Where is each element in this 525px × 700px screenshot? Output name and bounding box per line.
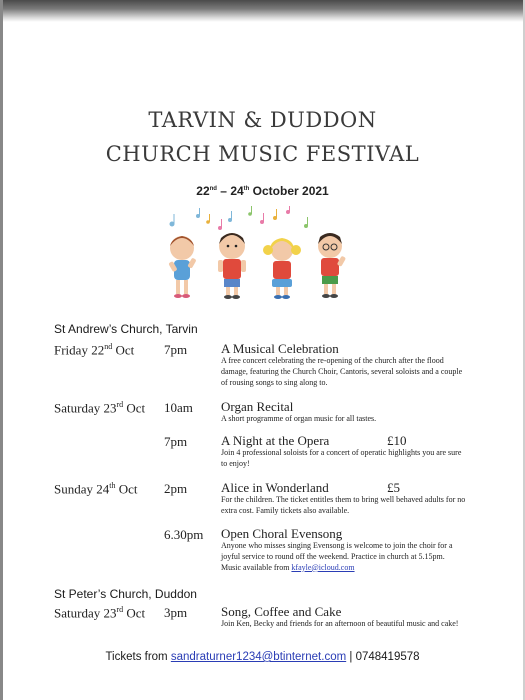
event-6-title: Song, Coffee and Cake xyxy=(221,604,342,619)
event-1-day xyxy=(54,342,134,358)
singing-children-illustration-icon xyxy=(160,206,365,306)
event-3-description: Join 4 professional soloists for a concert of operatic highlights you are sure to enjoy! xyxy=(221,448,462,468)
dates-end-suffix: th xyxy=(243,186,250,192)
event-2-day xyxy=(54,400,145,416)
child-2 xyxy=(218,233,246,299)
event-4-day xyxy=(54,481,138,497)
dates-start-day: 22 xyxy=(196,184,210,198)
venue-heading-duddon: St Peter’s Church, Duddon xyxy=(54,587,197,601)
event-3-price: £10 xyxy=(387,433,407,448)
dates-start-suffix: nd xyxy=(209,186,217,192)
scan-left-edge xyxy=(0,0,3,700)
event-6-description: Join Ken, Becky and friends for an afternoon of beautiful music and cake! xyxy=(221,619,459,628)
event-1-description: A free concert celebrating the re-opening of the church after the flood damage, featuring the Church Choir, Cantoris, several soloists and a couple of rousing songs to sing along to. xyxy=(221,356,463,387)
event-4-description: For the children. The ticket entitles them to bring well behaved adults for no extra cost. Family tickets also available. xyxy=(221,495,466,515)
event-2-time: 10am xyxy=(164,400,193,415)
event-1-day-text: Friday 22 xyxy=(54,342,105,358)
event-1-title: A Musical Celebration xyxy=(221,341,339,356)
event-6-time: 3pm xyxy=(164,605,188,620)
event-2-description: A short programme of organ music for all tastes. xyxy=(221,414,377,423)
event-1-day-suffix: nd xyxy=(104,342,113,351)
dates-rest: October 2021 xyxy=(249,184,329,198)
event-5-description xyxy=(221,541,466,573)
festival-title-line1: TARVIN & DUDDON xyxy=(148,108,377,132)
event-4-time: 2pm xyxy=(164,481,188,496)
scan-top-shadow xyxy=(0,0,525,22)
event-1-day-rest: Oct xyxy=(112,342,135,358)
event-5-email-link[interactable]: kfayle@icloud.com xyxy=(291,562,355,572)
dates-separator: – xyxy=(216,184,231,198)
tickets-line xyxy=(0,651,525,663)
tickets-email-link[interactable]: sandraturner1234@btinternet.com xyxy=(170,651,347,663)
tickets-phone: 0748419578 xyxy=(355,651,420,663)
child-3 xyxy=(263,238,301,299)
venue-heading-tarvin: St Andrew’s Church, Tarvin xyxy=(54,322,198,336)
tickets-prefix: Tickets from xyxy=(105,651,171,663)
event-6-day-text: Saturday 23 xyxy=(54,605,117,621)
event-2-day-suffix: rd xyxy=(116,400,124,409)
event-1-time: 7pm xyxy=(164,342,188,357)
event-6-day-suffix: rd xyxy=(116,605,124,614)
event-6-day xyxy=(54,605,145,621)
child-4 xyxy=(318,233,346,298)
event-2-day-rest: Oct xyxy=(123,400,146,416)
music-notes-icon xyxy=(170,208,233,227)
tickets-separator: | xyxy=(346,651,356,663)
festival-dates xyxy=(0,184,525,198)
event-5-time: 6.30pm xyxy=(164,527,204,542)
event-4-day-rest: Oct xyxy=(115,481,138,497)
event-4-price: £5 xyxy=(387,480,400,495)
festival-title-line2: CHURCH MUSIC FESTIVAL xyxy=(105,142,420,166)
event-4-day-text: Sunday 24 xyxy=(54,481,110,497)
event-3-title: A Night at the Opera xyxy=(221,433,330,448)
dates-end-day: 24 xyxy=(230,184,244,198)
event-2-title: Organ Recital xyxy=(221,399,294,414)
event-3-time: 7pm xyxy=(164,434,188,449)
event-5-title: Open Choral Evensong xyxy=(221,526,343,541)
event-4-day-suffix: th xyxy=(109,481,116,490)
event-6-day-rest: Oct xyxy=(123,605,146,621)
event-4-title: Alice in Wonderland xyxy=(221,480,329,495)
event-5-description-text: Anyone who misses singing Evensong is welcome to join the choir for a joyful service to round off the weekend. Practice in church at 5.15pm. Music available from xyxy=(221,541,453,572)
event-2-day-text: Saturday 23 xyxy=(54,400,117,416)
child-1 xyxy=(168,236,196,298)
